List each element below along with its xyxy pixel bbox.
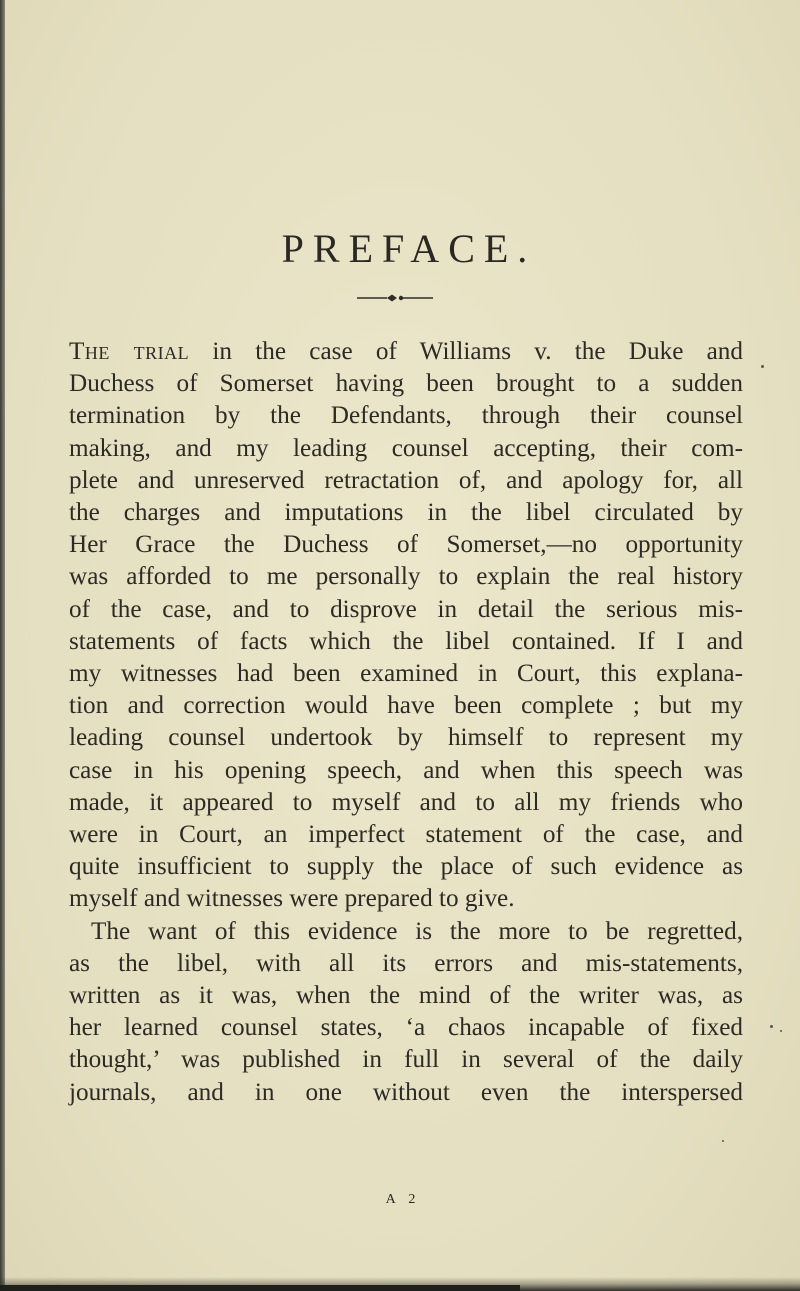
body-line: The trial in the case of Williams v. the Duke and <box>69 338 743 365</box>
body-line: of the case, and to disprove in detail the serious mis- <box>69 595 743 623</box>
page-bottom-edge <box>0 1285 520 1291</box>
body-line: Her Grace the Duchess of Somerset,—no opportunity <box>69 531 743 559</box>
preface-body-text <box>69 336 743 1109</box>
body-line: her learned counsel states, ‘a chaos incapable of fixed <box>69 1014 743 1042</box>
body-line: making, and my leading counsel accepting, their com- <box>69 434 743 462</box>
paper-speck <box>770 1025 773 1028</box>
paper-speck <box>780 1030 782 1032</box>
body-line: leading counsel undertook by himself to represent my <box>69 724 743 752</box>
paper-speck <box>722 1140 724 1142</box>
body-line: tion and correction would have been complete ; but my <box>69 692 743 720</box>
body-line: the charges and imputations in the libel circulated by <box>69 499 743 527</box>
binding-edge <box>0 0 5 1291</box>
body-line: made, it appeared to myself and to all my friends who <box>69 788 743 816</box>
body-line: case in his opening speech, and when this speech was <box>69 756 743 784</box>
signature-mark: A 2 <box>385 1192 421 1207</box>
paper-speck <box>761 365 764 368</box>
body-line: statements of facts which the libel contained. If I and <box>69 627 743 655</box>
body-line: plete and unreserved retractation of, and apology for, all <box>69 466 743 494</box>
body-line: termination by the Defendants, through their counsel <box>69 402 743 430</box>
body-line: written as it was, when the mind of the writer was, as <box>69 982 743 1010</box>
body-line: was afforded to me personally to explain the real history <box>69 563 743 591</box>
opening-small-caps: The trial <box>69 338 190 365</box>
body-line: thought,’ was published in full in several of the daily <box>69 1046 743 1074</box>
body-line-paragraph-end: myself and witnesses were prepared to give. <box>69 885 515 913</box>
page-title: PREFACE. <box>281 226 537 271</box>
title-ornament <box>357 291 433 305</box>
body-line: my witnesses had been examined in Court, this explana- <box>69 660 743 688</box>
body-line: Duchess of Somerset having been brought to a sudden <box>69 370 743 398</box>
body-line: journals, and in one without even the interspersed <box>69 1078 743 1106</box>
body-line: were in Court, an imperfect statement of the case, and <box>69 821 743 849</box>
body-line: as the libel, with all its errors and mis-statements, <box>69 949 743 977</box>
body-line-paragraph-start: The want of this evidence is the more to be regretted, <box>91 917 743 945</box>
body-line: quite insufficient to supply the place of such evidence as <box>69 853 743 881</box>
